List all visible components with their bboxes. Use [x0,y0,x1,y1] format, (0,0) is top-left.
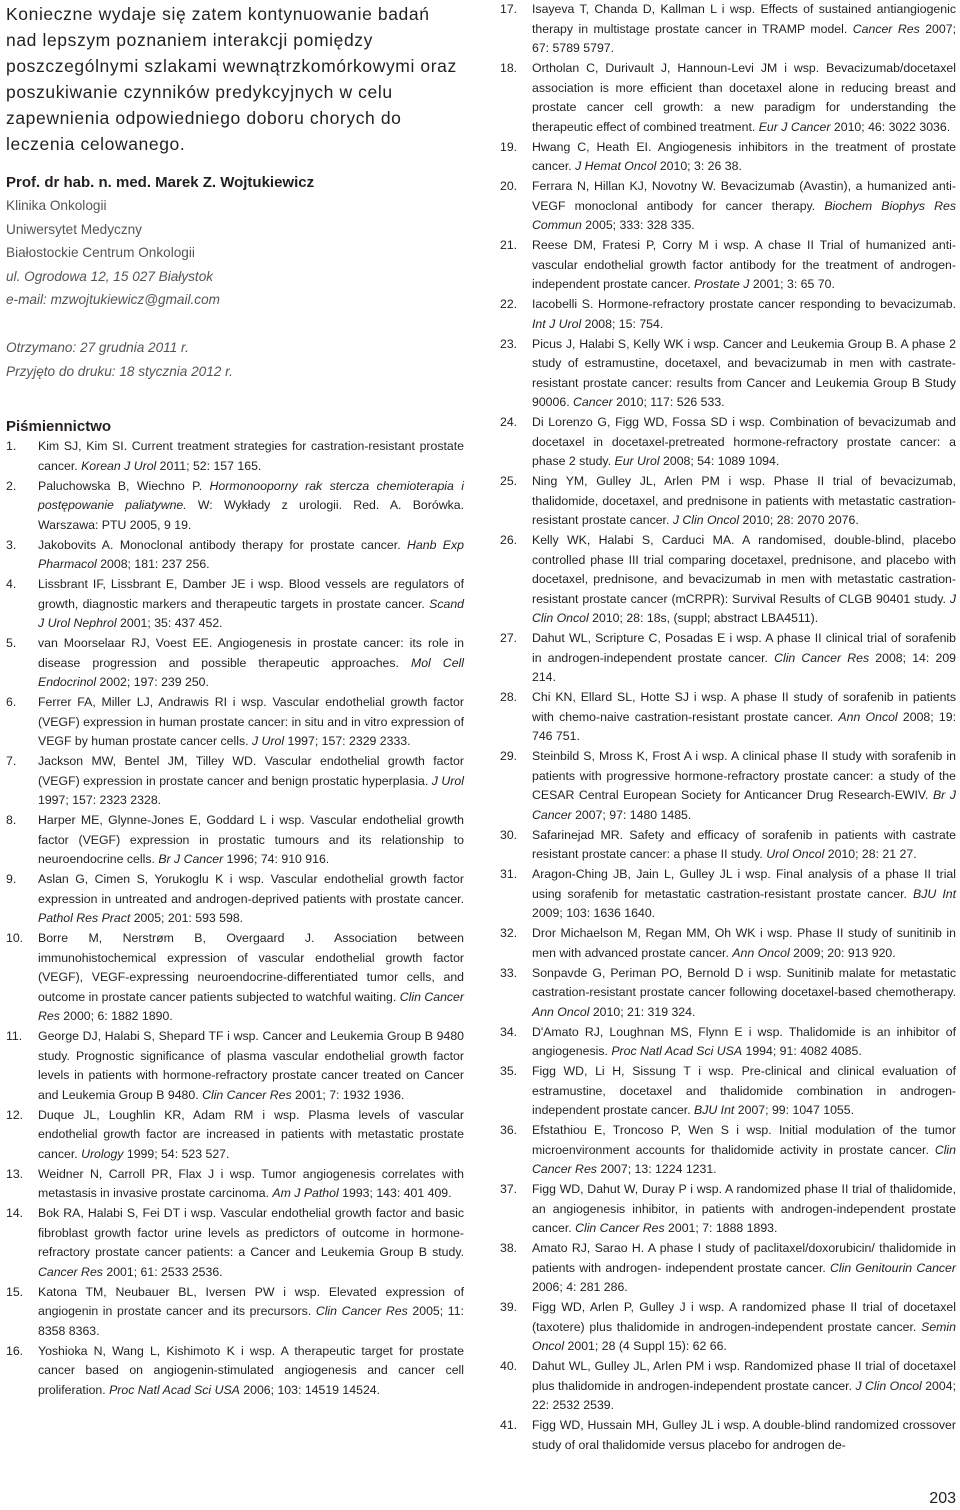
reference-body: Dahut WL, Gulley JL, Arlen PM i wsp. Randomized phase II trial of docetaxel plus thalidomide in androgen-independent prostate cancer. [532,1359,956,1393]
reference-body: Picus J, Halabi S, Kelly WK i wsp. Cancer and Leukemia Group B. A phase 2 study of estramustine, docetaxel, and bevacizumab in men with castrate-resistant prostate cancer: results from Cancer and Leukemia Group B Study 90006. [532,336,956,409]
reference-number: 20. [500,179,518,193]
author-affiliation [6,194,464,312]
reference-journal: Hormonooporny rak stercza chemioterapia i postępowanie paliatywne. [38,478,464,513]
reference-item [500,413,956,472]
reference-body: Dahut WL, Scripture C, Posadas E i wsp. A phase II clinical trial of sorafenib in androgen-independent prostate cancer. [532,631,956,665]
references-heading: Piśmiennictwo [6,418,112,436]
reference-citation: W: Wykłady z urologii. Red. A. Borówka. Warszawa: PTU 2005, 9 19. [38,498,464,532]
reference-citation: 2006; 103: 14519 14524. [239,1382,381,1397]
reference-text [532,472,956,531]
reference-text [532,138,956,177]
reference-citation: 1994; 91: 4082 4085. [742,1044,862,1058]
reference-citation: 1999; 54: 523 527. [123,1146,230,1161]
reference-item [6,811,464,870]
reference-number: 12. [6,1107,24,1122]
reference-body: George DJ, Halabi S, Shepard TF i wsp. Cancer and Leukemia Group B 9480 study. Prognostic significance of plasma vascular endothelial growth factor levels in patients with hormone-refractory prostate cancer treated on Cancer and Leukemia Group B 9480. [38,1029,464,1102]
reference-text [532,1023,956,1062]
right-column [500,0,956,1455]
reference-number: 39. [500,1300,518,1314]
page-number: 203 [929,1490,956,1507]
reference-body: Figg WD, Hussain MH, Gulley JL i wsp. A double-blind randomized crossover study of oral thalidomide versus placebo for androgen de- [532,1418,956,1452]
reference-journal: Cancer [573,395,613,409]
reference-number: 5. [6,636,17,651]
reference-journal: Urol Oncol [766,847,825,861]
reference-citation: 2004; 22: 2532 2539. [532,1378,956,1412]
reference-journal: J Clin Oncol [532,591,956,625]
reference-item [500,531,956,629]
received-date: Otrzymano: 27 grudnia 2011 r. [6,339,189,355]
reference-number: 32. [500,926,518,940]
reference-citation: 2007; 97: 1480 1485. [571,807,692,822]
reference-body: Reese DM, Fratesi P, Corry M i wsp. A chase II Trial of humanized anti-vascular endothelial growth factor antibody for the treatment of androgen-independent prostate cancer. [532,238,956,291]
reference-item [500,747,956,825]
reference-number: 18. [500,61,518,75]
reference-text [532,1298,956,1357]
reference-number: 37. [500,1182,518,1196]
reference-journal: BJU Int [694,1103,735,1117]
reference-text [38,811,464,870]
reference-text [38,752,464,811]
reference-text [532,531,956,629]
reference-body: Harper ME, Glynne-Jones E, Goddard L i wsp. Vascular endothelial growth factor (VEGF) expression in prostatic tumours and its relationship to neuroendocrine cells. [38,813,464,867]
reference-journal: Br J Cancer [532,788,956,822]
reference-item [500,826,956,865]
reference-text [532,177,956,236]
reference-citation: 2007; 99: 1047 1055. [734,1103,855,1117]
reference-item [500,59,956,137]
reference-journal: Ann Oncol [838,709,898,724]
reference-journal: Cancer Res [38,1264,103,1279]
reference-text [532,747,956,825]
reference-text [532,1180,956,1239]
reference-citation: 2008; 14: 209 214. [532,650,956,684]
closing-paragraph: Konieczne wydaje się zatem kontynuowanie badań nad lepszym poznaniem interakcji pomiędzy poszczególnymi szlakami wewnątrzkomórkowymi oraz poszukiwanie czynników predykcyjnych w celu zapewnienia odpowiedniego doboru chorych do leczenia celowanego. [6,4,457,154]
reference-journal: J Hemat Oncol [575,159,657,173]
reference-item [6,634,464,693]
reference-item [500,177,956,236]
reference-body: Aslan G, Cimen S, Yorukoglu K i wsp. Vascular endothelial growth factor expression in untreated and androgen-deprived patients with prostate cancer. [38,872,464,906]
reference-item [6,536,464,575]
reference-journal: Eur J Cancer [758,119,831,134]
reference-journal: Clin Genitourin Cancer [830,1260,956,1275]
reference-body: Jackson MW, Bentel JM, Tilley WD. Vascular endothelial growth factor (VEGF) expression in prostate cancer and benign prostatic hyperplasia. [38,754,464,788]
reference-citation: 2008; 19: 746 751. [532,709,957,743]
reference-body: Safarinejad MR. Safety and efficacy of sorafenib in patients with castrate resistant prostate cancer: a phase II study. [532,827,956,861]
reference-citation: 2000; 6: 1882 1890. [59,1009,173,1024]
reference-body: Paluchowska B, Wiechno P. [38,478,210,493]
reference-item [6,870,464,929]
reference-item [500,865,956,924]
reference-body: Yoshioka N, Wang L, Kishimoto K i wsp. A therapeutic target for prostate cancer based on angiogenin-stimulated angiogenesis and cancer cell proliferation. [38,1343,464,1397]
reference-body: Isayeva T, Chanda D, Kallman L i wsp. Effects of sustained antiangiogenic therapy in multistage prostate cancer in TRAMP model. [532,2,956,36]
reference-text [38,575,464,634]
reference-body: Kelly WK, Halabi S, Carduci MA. A randomised, double-blind, placebo controlled phase III trial comparing docetaxel, prednisone, and placebo with docetaxel, prednisone, and bevacizumab in men with metastatic castration-resistant prostate cancer (mCRPR): Survival Results of CLGB 90401 study. [532,533,956,606]
reference-citation: 2001; 7: 1932 1936. [291,1087,405,1102]
reference-text [38,870,464,929]
reference-list-right [500,0,956,1455]
reference-number: 3. [6,537,17,552]
reference-journal: J Clin Oncol [855,1378,922,1393]
reference-text [532,924,956,963]
reference-body: Jakobovits A. Monoclonal antibody therapy for prostate cancer. [38,537,408,552]
reference-number: 17. [500,2,518,16]
reference-number: 14. [6,1206,24,1221]
reference-journal: J Urol [251,734,285,749]
reference-journal: Br J Cancer [158,852,224,867]
article-dates [6,336,464,383]
reference-number: 36. [500,1123,518,1137]
reference-text [532,826,956,865]
affiliation-email: e-mail: mzwojtukiewicz@gmail.com [6,292,220,308]
reference-body: Weidner N, Carroll PR, Flax J i wsp. Tumor angiogenesis correlates with metastasis in invasive prostate carcinoma. [38,1166,464,1201]
reference-body: Bok RA, Halabi S, Fei DT i wsp. Vascular endothelial growth factor and basic fibroblast growth factor urine levels as predictors of outcome in hormone-refractory prostate cancer patients: a Cancer and Leukemia Group B study. [38,1206,464,1260]
reference-item [6,1106,464,1165]
reference-number: 40. [500,1359,518,1373]
reference-body: Figg WD, Li H, Sissung T i wsp. Pre-clinical and clinical evaluation of estramustine, docetaxel and thalidomide combination in androgen-independent prostate cancer. [532,1064,956,1117]
reference-item [500,335,956,413]
reference-text [38,1106,464,1165]
reference-text [532,295,956,334]
reference-journal: J Clin Oncol [672,513,740,527]
reference-text [38,1165,464,1204]
reference-body: Ning YM, Gulley JL, Arlen PM i wsp. Phase II trial of bevacizumab, thalidomide, docetaxel, and prednisone in patients with metastatic castration-resistant prostate cancer. [532,474,956,527]
reference-journal: Clin Cancer Res [774,650,870,665]
reference-number: 35. [500,1064,518,1078]
reference-text [38,929,464,1027]
reference-text [38,634,464,693]
reference-number: 38. [500,1241,518,1255]
reference-citation: 2010; 3: 26 38. [656,159,742,173]
reference-journal: Cancer Res [852,21,920,36]
reference-journal: Clin Cancer Res [532,1142,956,1176]
reference-item [500,629,956,688]
reference-number: 7. [6,754,17,769]
reference-body: Kim SJ, Kim SI. Current treatment strategies for castration-resistant prostate cancer. [38,439,464,473]
reference-journal: Urology [81,1146,124,1161]
reference-citation: 2007; 67: 5789 5797. [532,21,956,55]
affiliation-line: ul. Ogrodowa 12, 15 027 Białystok [6,268,214,284]
reference-journal: Biochem Biophys Res Commun [532,198,956,232]
reference-citation: 2007; 13: 1224 1231. [596,1162,717,1176]
reference-item [500,1121,956,1180]
reference-body: Borre M, Nerstrøm B, Overgaard J. Association between immunohistochemical expression of vascular endothelial growth factor (VEGF), VEGF-expressing neuroendocrine-differentiated tumor cells, and outcome in prostate cancer patients subjected to watchful waiting. [38,931,464,1004]
reference-text [38,1027,464,1105]
reference-text [532,59,956,137]
reference-number: 34. [500,1024,518,1039]
reference-number: 28. [500,690,518,704]
reference-citation: 2001; 7: 1888 1893. [664,1221,778,1235]
reference-number: 11. [6,1029,23,1044]
reference-number: 25. [500,474,518,488]
reference-citation: 1997; 157: 2323 2328. [38,793,162,808]
reference-citation: 2006; 4: 281 286. [532,1280,628,1294]
reference-body: Efstathiou E, Troncoso P, Wen S i wsp. Initial modulation of the tumor microenvironment accounts for thalidomide activity in prostate cancer. [532,1123,956,1157]
reference-item [500,1023,956,1062]
reference-citation: 2010; 28: 2070 2076. [739,513,859,527]
reference-body: D'Amato RJ, Loughnan MS, Flynn E i wsp. Thalidomide is an inhibitor of angiogenesis. [532,1024,956,1058]
reference-number: 4. [6,577,17,592]
reference-body: Ortholan C, Durivault J, Hannoun-Levi JM i wsp. Bevacizumab/docetaxel association is more efficient than docetaxel alone in reducing breast and prostate cancer cell growth: a new paradigm for understanding the therapeutic effect of combined treatment. [532,61,956,134]
reference-citation: 2005; 11: 8358 8363. [38,1304,464,1338]
reference-journal: BJU Int [913,886,956,901]
reference-body: Katona TM, Neubauer BL, Iversen PW i wsp. Elevated expression of angiogenin in prostate cancer and its precursors. [38,1284,464,1319]
reference-number: 24. [500,415,518,429]
reference-text [532,865,956,924]
reference-body: Figg WD, Dahut W, Duray P i wsp. A randomized phase II trial of thalidomide, an angiogenesis inhibitor, in patients with androgen-independent prostate cancer. [532,1182,956,1235]
reference-item [500,1298,956,1357]
reference-item [500,964,956,1023]
reference-citation: 2010; 21: 319 324. [589,1004,696,1019]
reference-number: 13. [6,1166,24,1181]
reference-number: 6. [6,695,17,710]
reference-text [532,629,956,688]
reference-citation: 2001; 3: 65 70. [749,277,835,291]
reference-citation: 2010; 28: 21 27. [824,847,917,861]
reference-body: Hwang C, Heath EI. Angiogenesis inhibitors in the treatment of prostate cancer. [532,139,956,173]
reference-text [532,413,956,472]
reference-text [38,477,464,536]
reference-item [6,1342,464,1401]
reference-citation: 2001; 28 (4 Suppl 15): 62 66. [564,1339,727,1353]
reference-item [500,0,956,59]
reference-number: 26. [500,533,518,547]
reference-item [500,472,956,531]
reference-number: 8. [6,813,17,828]
reference-number: 30. [500,827,518,842]
reference-citation: 1997; 157: 2329 2333. [284,734,411,749]
reference-number: 16. [6,1343,24,1358]
reference-number: 19. [500,139,518,154]
accepted-date: Przyjęto do druku: 18 stycznia 2012 r. [6,363,233,379]
reference-number: 2. [6,478,17,493]
affiliation-line: Uniwersytet Medyczny [6,221,142,237]
reference-citation: 2009; 20: 913 920. [789,945,896,960]
affiliation-line: Klinika Onkologii [6,198,107,213]
reference-text [532,964,956,1023]
reference-journal: Int J Urol [532,316,582,331]
reference-journal: Clin Cancer Res [575,1221,665,1235]
reference-journal: Clin Cancer Res [202,1087,292,1102]
reference-text [532,0,956,59]
reference-journal: Ann Oncol [532,1004,590,1019]
reference-body: Amato RJ, Sarao H. A phase I study of paclitaxel/doxorubicin/ thalidomide in patients with androgen- independent prostate cancer. [532,1241,956,1275]
reference-citation: 2001; 61: 2533 2536. [102,1264,223,1279]
reference-body: Ferrer FA, Miller LJ, Andrawis RI i wsp. Vascular endothelial growth factor (VEGF) expression in human prostate cancer: in situ and in vitro expression of VEGF by human prostate cancer cells. [38,695,464,749]
reference-number: 21. [500,238,518,252]
reference-body: Lissbrant IF, Lissbrant E, Damber JE i wsp. Blood vessels are regulators of growth, diagnostic markers and therapeutic targets in prostate cancer. [38,577,464,611]
reference-text [38,693,464,752]
reference-journal: Scand J Urol Nephrol [38,596,464,631]
reference-citation: 2002; 197: 239 250. [96,675,209,690]
reference-journal: Mol Cell Endocrinol [38,655,464,690]
reference-item [6,752,464,811]
reference-body: Di Lorenzo G, Figg WD, Fossa SD i wsp. Combination of bevacizumab and docetaxel in docetaxel-pretreated hormone-refractory prostate cancer: a phase 2 study. [532,415,956,468]
reference-citation: 2010; 28: 18s, (suppl; abstract LBA4511). [588,611,819,625]
reference-journal: Clin Cancer Res [315,1304,408,1319]
reference-item [500,138,956,177]
reference-citation: 2005; 333: 328 335. [581,218,695,232]
reference-number: 31. [500,867,518,881]
reference-citation: 2008; 181: 237 256. [96,557,210,572]
reference-item [500,1357,956,1416]
reference-number: 22. [500,297,518,311]
reference-text [532,1062,956,1121]
reference-citation: 2009; 103: 1636 1640. [532,906,656,920]
reference-text [532,1239,956,1298]
reference-citation: 2008; 54: 1089 1094. [659,454,780,468]
reference-citation: 2001; 35: 437 452. [116,616,223,631]
left-column [6,0,464,1400]
reference-text [38,536,464,575]
reference-item [6,1165,464,1204]
reference-text [532,1357,956,1416]
author-name: Prof. dr hab. n. med. Marek Z. Wojtukiewicz [6,174,315,191]
reference-journal: J Urol [431,773,464,788]
reference-number: 33. [500,965,518,980]
reference-item [500,688,956,747]
reference-body: Iacobelli S. Hormone-refractory prostate cancer responding to bevacizumab. [532,297,956,311]
reference-number: 23. [500,336,518,351]
reference-body: Figg WD, Arlen P, Gulley J i wsp. A randomized phase II trial of docetaxel (taxotere) plus thalidomide in androgen-independent prostate cancer. [532,1300,956,1334]
reference-text [38,1204,464,1282]
affiliation-line: Białostockie Centrum Onkologii [6,245,195,261]
reference-body: Dror Michaelson M, Regan MM, Oh WK i wsp. Phase II study of sunitinib in men with advanced prostate cancer. [532,926,956,960]
reference-item [6,1027,464,1105]
reference-citation: 2010; 117: 526 533. [612,395,725,409]
reference-text [38,1342,464,1401]
reference-body: Chi KN, Ellard SL, Hotte SJ i wsp. A phase II study of sorafenib in patients with chemo-naive castration-resistant prostate cancer. [532,690,956,724]
reference-body: Ferrara N, Hillan KJ, Novotny W. Bevacizumab (Avastin), a humanized anti-VEGF monoclonal antibody for cancer therapy. [532,179,956,213]
reference-number: 41. [500,1418,518,1432]
reference-item [6,477,464,536]
reference-journal: Korean J Urol [81,458,157,473]
reference-text [532,1121,956,1180]
reference-item [500,295,956,334]
reference-number: 15. [6,1284,24,1299]
reference-item [500,924,956,963]
reference-item [6,693,464,752]
reference-number: 29. [500,749,518,763]
reference-journal: Pathol Res Pract [38,911,131,926]
reference-journal: Proc Natl Acad Sci USA [611,1044,743,1058]
reference-item [500,1239,956,1298]
reference-item [6,437,464,476]
reference-body: Sonpavde G, Periman PO, Bernold D i wsp. Sunitinib malate for metastatic castration-resistant prostate cancer following docetaxel-based chemotherapy. [532,965,956,999]
reference-text [532,335,956,413]
reference-journal: Am J Pathol [272,1186,339,1201]
reference-body: Aragon-Ching JB, Jain L, Gulley JL i wsp. Final analysis of a phase II trial using sorafenib for metastatic castration-resistant prostate cancer. [532,867,956,901]
reference-number: 1. [6,439,17,454]
reference-text [38,437,464,476]
reference-text [38,1283,464,1342]
reference-item [500,236,956,295]
reference-citation: 1993; 143: 401 409. [338,1186,452,1201]
reference-body: Steinbild S, Mross K, Frost A i wsp. A clinical phase II study with sorafenib in patients with progressive hormone-refractory prostate cancer: a study of the CESAR Central European Society for Anticancer Drug Research-EWIV. [532,749,956,802]
reference-body: Duque JL, Loughlin KR, Adam RM i wsp. Plasma levels of vascular endothelial growth factor are increased in patients with metastatic prostate cancer. [38,1107,464,1161]
reference-citation: 2010; 46: 3022 3036. [830,119,951,134]
reference-item [500,1062,956,1121]
reference-citation: 1996; 74: 910 916. [223,852,330,867]
reference-item [6,929,464,1027]
reference-journal: Prostate J [694,277,750,291]
reference-journal: Eur Urol [614,454,660,468]
reference-number: 9. [6,872,17,887]
reference-citation: 2005; 201: 593 598. [130,911,244,926]
reference-journal: Proc Natl Acad Sci USA [109,1382,240,1397]
reference-text [532,236,956,295]
reference-item [6,575,464,634]
reference-list-left [6,437,464,1400]
reference-item [500,1416,956,1455]
reference-journal: Clin Cancer Res [38,989,464,1024]
reference-journal: Semin Oncol [532,1319,956,1353]
reference-citation: 2011; 52: 157 165. [156,458,262,473]
reference-text [532,1416,956,1455]
reference-number: 10. [6,931,24,946]
reference-body: van Moorselaar RJ, Voest EE. Angiogenesis in prostate cancer: its role in disease progression and possible therapeutic approaches. [38,636,464,670]
reference-item [6,1283,464,1342]
reference-item [500,1180,956,1239]
reference-number: 27. [500,631,518,645]
reference-journal: Ann Oncol [732,945,790,960]
reference-item [6,1204,464,1282]
reference-journal: Hanb Exp Pharmacol [38,537,464,572]
reference-citation: 2008; 15: 754. [581,316,664,331]
reference-text [532,688,956,747]
